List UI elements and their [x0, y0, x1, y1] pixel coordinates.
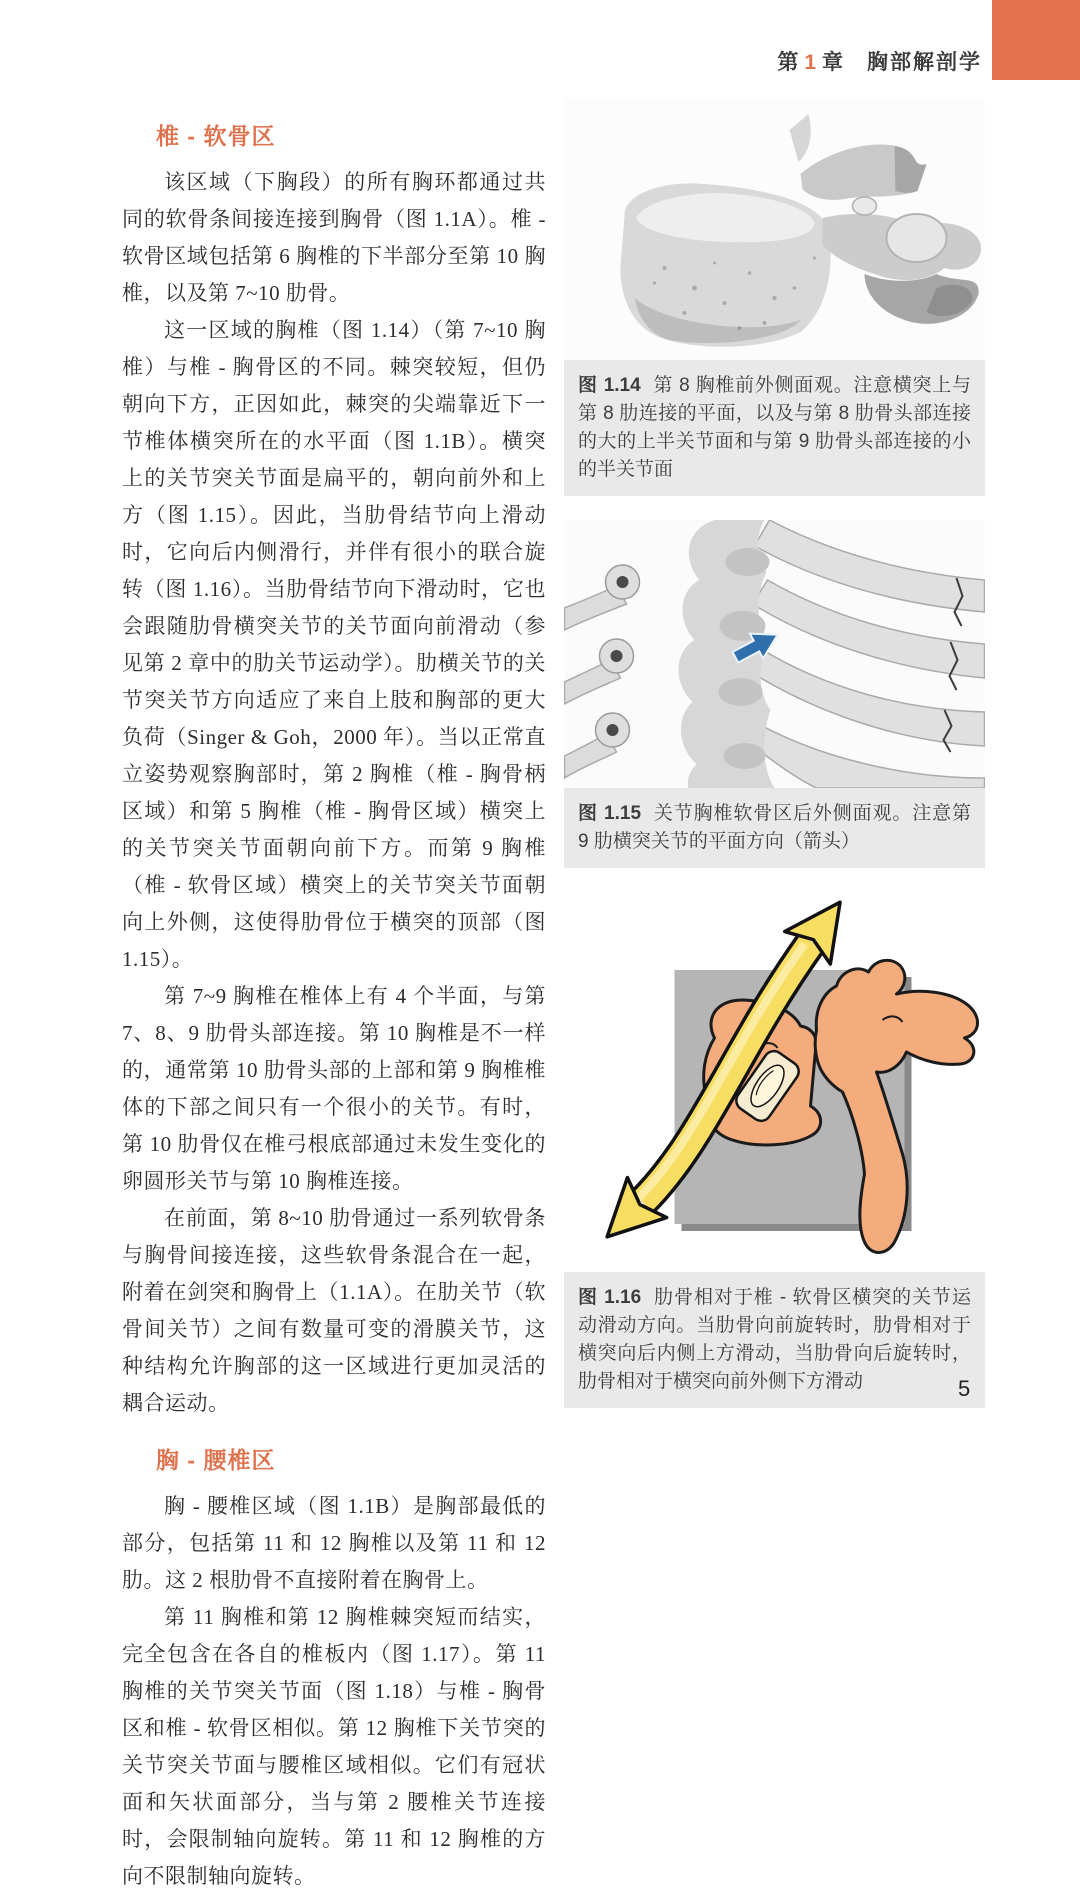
figure-label: 图 1.15: [578, 803, 642, 824]
chapter-title: 胸部解剖学: [867, 51, 982, 74]
inferior-demifacet: [853, 197, 877, 215]
figure-caption-text: 肋骨相对于椎 - 软骨区横突的关节运动滑动方向。当肋骨向前旋转时，肋骨相对于横突向后内侧上方滑动，当肋骨向后旋转时，肋骨相对于横突向前外侧下方滑动: [578, 1287, 971, 1392]
body-text-column: [122, 118, 546, 1895]
figure-label: 图 1.16: [578, 1287, 642, 1308]
paragraph: 在前面，第 8~10 肋骨通过一系列软骨条与胸骨间接连接，这些软骨条混合在一起，附着在剑突和胸骨上（1.1A）。在肋关节（软骨间关节）之间有数量可变的滑膜关节，这种结构允许胸部的这一区域进行更加灵活的耦合运动。: [122, 1206, 546, 1415]
figure-1-14-vertebra-photo: [564, 98, 985, 360]
figure-1-15-ribs-photo: [564, 520, 985, 788]
running-header: [777, 46, 982, 76]
figure-caption-text: 第 8 胸椎前外侧面观。注意横突上与第 8 肋连接的平面，以及与第 8 肋骨头部连接的大的上半关节面和与第 9 肋骨头部连接的小的半关节面: [578, 375, 971, 480]
figure-label: 图 1.14: [578, 375, 641, 396]
paragraph: 第 7~9 胸椎在椎体上有 4 个半面，与第 7、8、9 肋骨头部连接。第 10 胸椎是不一样的，通常第 10 肋骨头部的上部和第 9 胸椎椎体的下部之间只有一个很小的关节。有时，第 10 肋骨仅在椎弓根底部通过未发生变化的卵圆形关节与第 10 胸椎连接。: [122, 984, 546, 1193]
paragraph: 该区域（下胸段）的所有胸环都通过共同的软骨条间接连接到胸骨（图 1.1A）。椎 - 软骨区域包括第 6 胸椎的下半部分至第 10 胸椎，以及第 7~10 肋骨。: [122, 170, 546, 305]
figure-column: [564, 98, 985, 1408]
paragraph: 第 11 胸椎和第 12 胸椎棘突短而结实，完全包含在各自的椎板内（图 1.17）。第 11 胸椎的关节突关节面（图 1.18）与椎 - 胸骨区和椎 - 软骨区相似。第 12 胸椎下关节突的关节突关节面与腰椎区域相似。它们有冠状面和矢状面部分，当与第 2 腰椎关节连接时，会限制轴向旋转。第 11 和 12 胸椎的方向不限制轴向旋转。: [122, 1605, 546, 1888]
paragraph: 胸 - 腰椎区域（图 1.1B）是胸部最低的部分，包括第 11 和 12 胸椎以及第 11 和 12 肋。这 2 根肋骨不直接附着在胸骨上。: [122, 1494, 546, 1592]
figure-gap: [564, 868, 985, 880]
figure-1-14-caption: [564, 360, 985, 496]
figure-gap: [564, 496, 985, 520]
figure-1-16-caption: [564, 1272, 985, 1408]
section-heading-vertebro-chondral: 椎 - 软骨区: [156, 123, 276, 149]
figure-1-16-gliding-diagram: [564, 880, 985, 1272]
section-heading-thoraco-lumbar: 胸 - 腰椎区: [156, 1447, 276, 1473]
page-number: 5: [958, 1376, 971, 1401]
chapter-prefix: 第: [777, 51, 801, 74]
chapter-suffix: 章: [822, 51, 845, 74]
chapter-number: 1: [804, 51, 818, 74]
chapter-corner-tab: [992, 0, 1080, 80]
superior-costal-facet: [887, 214, 947, 262]
paragraph: 这一区域的胸椎（图 1.14）（第 7~10 胸椎）与椎 - 胸骨区的不同。棘突较短，但仍朝向下方，正因如此，棘突的尖端靠近下一节椎体横突所在的水平面（图 1.1B）。横突上的关节突关节面是扁平的，朝向前外和上方（图 1.15）。因此，当肋骨结节向上滑动时，它向后内侧滑行，并伴有很小的联合旋转（图 1.16）。当肋骨结节向下滑动时，它也会跟随肋骨横突关节的关节面向前滑动（参见第 2 章中的肋关节运动学）。肋横关节的关节突关节方向适应了来自上肢和胸部的更大负荷（Singer & Goh，2000 年）。当以正常直立姿势观察胸部时，第 2 胸椎（椎 - 胸骨柄区域）和第 5 胸椎（椎 - 胸骨区域）横突上的关节突关节面朝向前下方。而第 9 胸椎（椎 - 软骨区域）横突上的关节突关节面朝向上外侧，这使得肋骨位于横突的顶部（图 1.15）。: [122, 318, 546, 971]
figure-1-15-caption: [564, 788, 985, 868]
figure-caption-text: 关节胸椎软骨区后外侧面观。注意第 9 肋横突关节的平面方向（箭头）: [578, 803, 971, 852]
